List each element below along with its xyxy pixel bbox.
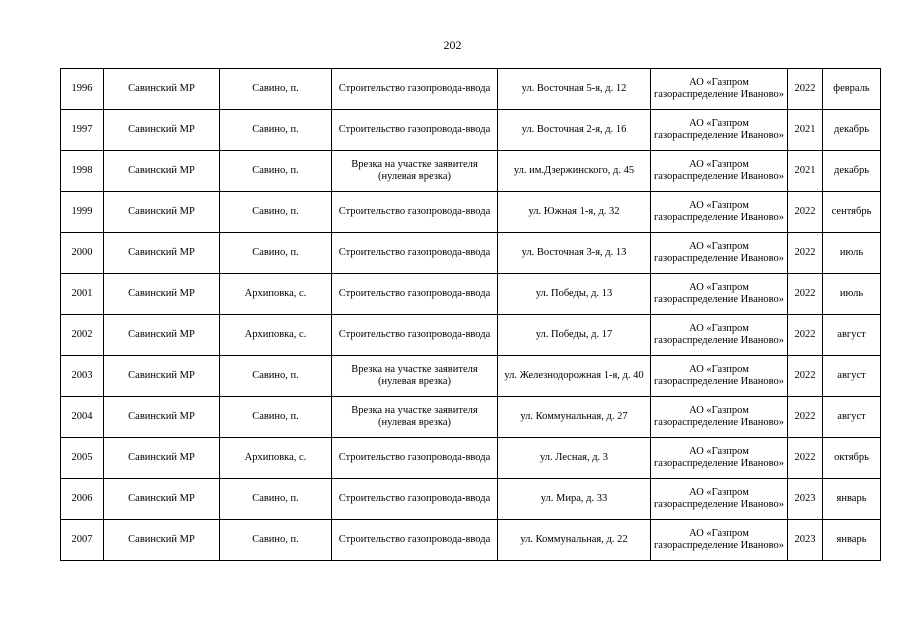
- address-cell: ул. Мира, д. 33: [498, 479, 651, 520]
- address-cell: ул. Победы, д. 13: [498, 274, 651, 315]
- year-cell: 2022: [788, 69, 823, 110]
- month-cell: октябрь: [823, 438, 881, 479]
- address-cell: ул. Коммунальная, д. 27: [498, 397, 651, 438]
- organization-cell: АО «Газпром газораспределение Иваново»: [651, 356, 788, 397]
- district-cell: Савинский МР: [104, 192, 220, 233]
- locality-cell: Архиповка, с.: [220, 274, 332, 315]
- year-cell: 2022: [788, 233, 823, 274]
- row-number: 1997: [61, 110, 104, 151]
- district-cell: Савинский МР: [104, 274, 220, 315]
- organization-cell: АО «Газпром газораспределение Иваново»: [651, 438, 788, 479]
- row-number: 2005: [61, 438, 104, 479]
- year-cell: 2022: [788, 397, 823, 438]
- work-type-cell: Строительство газопровода-ввода: [332, 69, 498, 110]
- month-cell: сентябрь: [823, 192, 881, 233]
- work-type-cell: Строительство газопровода-ввода: [332, 315, 498, 356]
- year-cell: 2022: [788, 315, 823, 356]
- month-cell: август: [823, 356, 881, 397]
- month-cell: январь: [823, 520, 881, 561]
- year-cell: 2023: [788, 520, 823, 561]
- table-row: [61, 397, 881, 438]
- row-number: 2003: [61, 356, 104, 397]
- year-cell: 2021: [788, 110, 823, 151]
- year-cell: 2022: [788, 274, 823, 315]
- row-number: 2004: [61, 397, 104, 438]
- work-type-cell: Строительство газопровода-ввода: [332, 274, 498, 315]
- row-number: 1998: [61, 151, 104, 192]
- address-cell: ул. Лесная, д. 3: [498, 438, 651, 479]
- month-cell: февраль: [823, 69, 881, 110]
- work-type-cell: Строительство газопровода-ввода: [332, 520, 498, 561]
- organization-cell: АО «Газпром газораспределение Иваново»: [651, 110, 788, 151]
- district-cell: Савинский МР: [104, 479, 220, 520]
- organization-cell: АО «Газпром газораспределение Иваново»: [651, 151, 788, 192]
- organization-cell: АО «Газпром газораспределение Иваново»: [651, 479, 788, 520]
- table-row: [61, 315, 881, 356]
- organization-cell: АО «Газпром газораспределение Иваново»: [651, 397, 788, 438]
- work-type-cell: Строительство газопровода-ввода: [332, 110, 498, 151]
- row-number: 2002: [61, 315, 104, 356]
- district-cell: Савинский МР: [104, 438, 220, 479]
- page-number: 202: [443, 38, 462, 52]
- locality-cell: Савино, п.: [220, 69, 332, 110]
- organization-cell: АО «Газпром газораспределение Иваново»: [651, 520, 788, 561]
- district-cell: Савинский МР: [104, 397, 220, 438]
- locality-cell: Савино, п.: [220, 520, 332, 561]
- work-type-cell: Строительство газопровода-ввода: [332, 192, 498, 233]
- district-cell: Савинский МР: [104, 520, 220, 561]
- row-number: 2007: [61, 520, 104, 561]
- row-number: 2000: [61, 233, 104, 274]
- address-cell: ул. Восточная 3-я, д. 13: [498, 233, 651, 274]
- address-cell: ул. им.Дзержинского, д. 45: [498, 151, 651, 192]
- gas-connection-table: [60, 68, 881, 561]
- address-cell: ул. Победы, д. 17: [498, 315, 651, 356]
- work-type-cell: Врезка на участке заявителя (нулевая врезка): [332, 397, 498, 438]
- address-cell: ул. Коммунальная, д. 22: [498, 520, 651, 561]
- row-number: 1999: [61, 192, 104, 233]
- month-cell: июль: [823, 233, 881, 274]
- month-cell: декабрь: [823, 151, 881, 192]
- month-cell: август: [823, 397, 881, 438]
- address-cell: ул. Южная 1-я, д. 32: [498, 192, 651, 233]
- district-cell: Савинский МР: [104, 233, 220, 274]
- table-row: [61, 151, 881, 192]
- table-row: [61, 438, 881, 479]
- table-row: [61, 520, 881, 561]
- district-cell: Савинский МР: [104, 356, 220, 397]
- organization-cell: АО «Газпром газораспределение Иваново»: [651, 315, 788, 356]
- row-number: 2006: [61, 479, 104, 520]
- month-cell: январь: [823, 479, 881, 520]
- locality-cell: Савино, п.: [220, 356, 332, 397]
- organization-cell: АО «Газпром газораспределение Иваново»: [651, 233, 788, 274]
- row-number: 2001: [61, 274, 104, 315]
- locality-cell: Савино, п.: [220, 110, 332, 151]
- organization-cell: АО «Газпром газораспределение Иваново»: [651, 192, 788, 233]
- table-row: [61, 479, 881, 520]
- row-number: 1996: [61, 69, 104, 110]
- locality-cell: Савино, п.: [220, 397, 332, 438]
- locality-cell: Архиповка, с.: [220, 438, 332, 479]
- district-cell: Савинский МР: [104, 151, 220, 192]
- year-cell: 2022: [788, 438, 823, 479]
- table-row: [61, 69, 881, 110]
- work-type-cell: Врезка на участке заявителя (нулевая врезка): [332, 356, 498, 397]
- year-cell: 2021: [788, 151, 823, 192]
- work-type-cell: Строительство газопровода-ввода: [332, 233, 498, 274]
- district-cell: Савинский МР: [104, 69, 220, 110]
- organization-cell: АО «Газпром газораспределение Иваново»: [651, 69, 788, 110]
- month-cell: июль: [823, 274, 881, 315]
- district-cell: Савинский МР: [104, 110, 220, 151]
- locality-cell: Савино, п.: [220, 233, 332, 274]
- locality-cell: Архиповка, с.: [220, 315, 332, 356]
- locality-cell: Савино, п.: [220, 479, 332, 520]
- organization-cell: АО «Газпром газораспределение Иваново»: [651, 274, 788, 315]
- month-cell: август: [823, 315, 881, 356]
- table-row: [61, 274, 881, 315]
- work-type-cell: Врезка на участке заявителя (нулевая врезка): [332, 151, 498, 192]
- table-row: [61, 233, 881, 274]
- table-row: [61, 192, 881, 233]
- work-type-cell: Строительство газопровода-ввода: [332, 438, 498, 479]
- locality-cell: Савино, п.: [220, 151, 332, 192]
- address-cell: ул. Железнодорожная 1-я, д. 40: [498, 356, 651, 397]
- year-cell: 2023: [788, 479, 823, 520]
- month-cell: декабрь: [823, 110, 881, 151]
- work-type-cell: Строительство газопровода-ввода: [332, 479, 498, 520]
- address-cell: ул. Восточная 5-я, д. 12: [498, 69, 651, 110]
- year-cell: 2022: [788, 356, 823, 397]
- table-row: [61, 110, 881, 151]
- district-cell: Савинский МР: [104, 315, 220, 356]
- address-cell: ул. Восточная 2-я, д. 16: [498, 110, 651, 151]
- table-row: [61, 356, 881, 397]
- year-cell: 2022: [788, 192, 823, 233]
- locality-cell: Савино, п.: [220, 192, 332, 233]
